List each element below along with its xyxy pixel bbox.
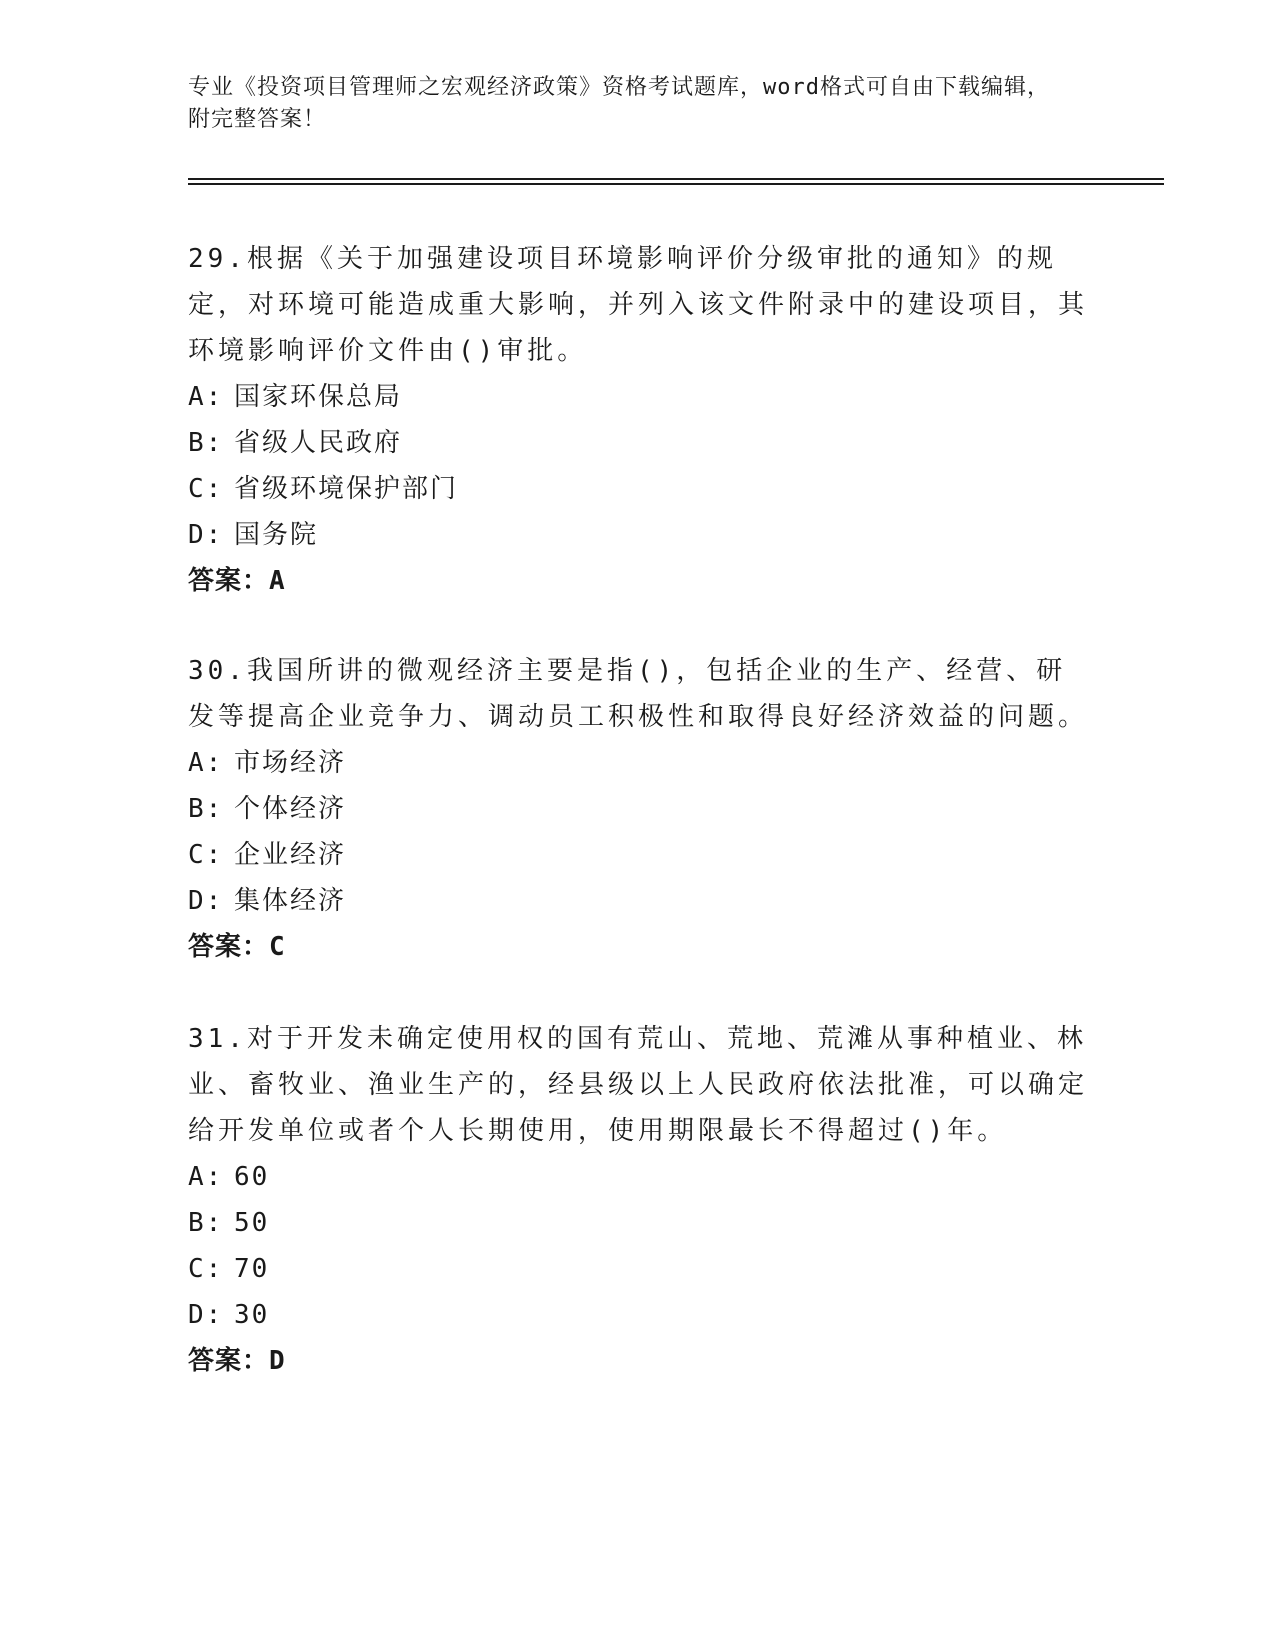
header-divider-top — [188, 178, 1164, 180]
option-a — [188, 740, 1088, 786]
answer-line — [188, 924, 1088, 970]
option-a — [188, 1154, 1088, 1200]
option-letter: B: — [188, 1208, 224, 1238]
answer-value: C — [269, 932, 285, 962]
answer-value: A — [269, 566, 285, 596]
option-letter: C: — [188, 840, 224, 870]
option-text: 60 — [234, 1162, 270, 1192]
question-29 — [188, 236, 1088, 604]
option-d — [188, 512, 1088, 558]
option-letter: D: — [188, 1300, 224, 1330]
question-stem: 29.根据《关于加强建设项目环境影响评价分级审批的通知》的规定，对环境可能造成重大影响，并列入该文件附录中的建设项目，其环境影响评价文件由()审批。 — [188, 244, 1089, 366]
question-31 — [188, 1016, 1088, 1384]
option-letter: B: — [188, 428, 224, 458]
option-b — [188, 1200, 1088, 1246]
question-stem: 30.我国所讲的微观经济主要是指()，包括企业的生产、经营、研发等提高企业竞争力、调动员工积极性和取得良好经济效益的问题。 — [188, 656, 1089, 732]
option-d — [188, 1292, 1088, 1338]
option-letter: D: — [188, 520, 224, 550]
option-text: 省级人民政府 — [234, 428, 403, 458]
answer-label: 答案： — [188, 932, 270, 962]
header-divider-bottom — [188, 183, 1164, 185]
option-text: 市场经济 — [234, 748, 347, 778]
option-a — [188, 374, 1088, 420]
option-text: 70 — [234, 1254, 270, 1284]
option-letter: A: — [188, 1162, 224, 1192]
document-header: 专业《投资项目管理师之宏观经济政策》资格考试题库，word格式可自由下载编辑，附完整答案！ — [188, 75, 1050, 132]
option-letter: C: — [188, 1254, 224, 1284]
option-letter: D: — [188, 886, 224, 916]
answer-label: 答案： — [188, 566, 270, 596]
option-c — [188, 832, 1088, 878]
option-letter: A: — [188, 748, 224, 778]
option-text: 企业经济 — [234, 840, 347, 870]
option-text: 集体经济 — [234, 886, 347, 916]
option-text: 国家环保总局 — [234, 382, 403, 412]
option-text: 30 — [234, 1300, 270, 1330]
answer-value: D — [269, 1346, 285, 1376]
option-d — [188, 878, 1088, 924]
option-text: 个体经济 — [234, 794, 347, 824]
question-stem: 31.对于开发未确定使用权的国有荒山、荒地、荒滩从事种植业、林业、畜牧业、渔业生产的，经县级以上人民政府依法批准，可以确定给开发单位或者个人长期使用，使用期限最长不得超过()年。 — [188, 1024, 1089, 1146]
option-letter: B: — [188, 794, 224, 824]
option-b — [188, 420, 1088, 466]
option-letter: A: — [188, 382, 224, 412]
question-30 — [188, 648, 1088, 970]
option-b — [188, 786, 1088, 832]
option-c — [188, 1246, 1088, 1292]
option-text: 50 — [234, 1208, 270, 1238]
option-c — [188, 466, 1088, 512]
answer-line — [188, 558, 1088, 604]
option-text: 省级环境保护部门 — [234, 474, 459, 504]
answer-label: 答案： — [188, 1346, 270, 1376]
answer-line — [188, 1338, 1088, 1384]
option-text: 国务院 — [234, 520, 319, 550]
option-letter: C: — [188, 474, 224, 504]
